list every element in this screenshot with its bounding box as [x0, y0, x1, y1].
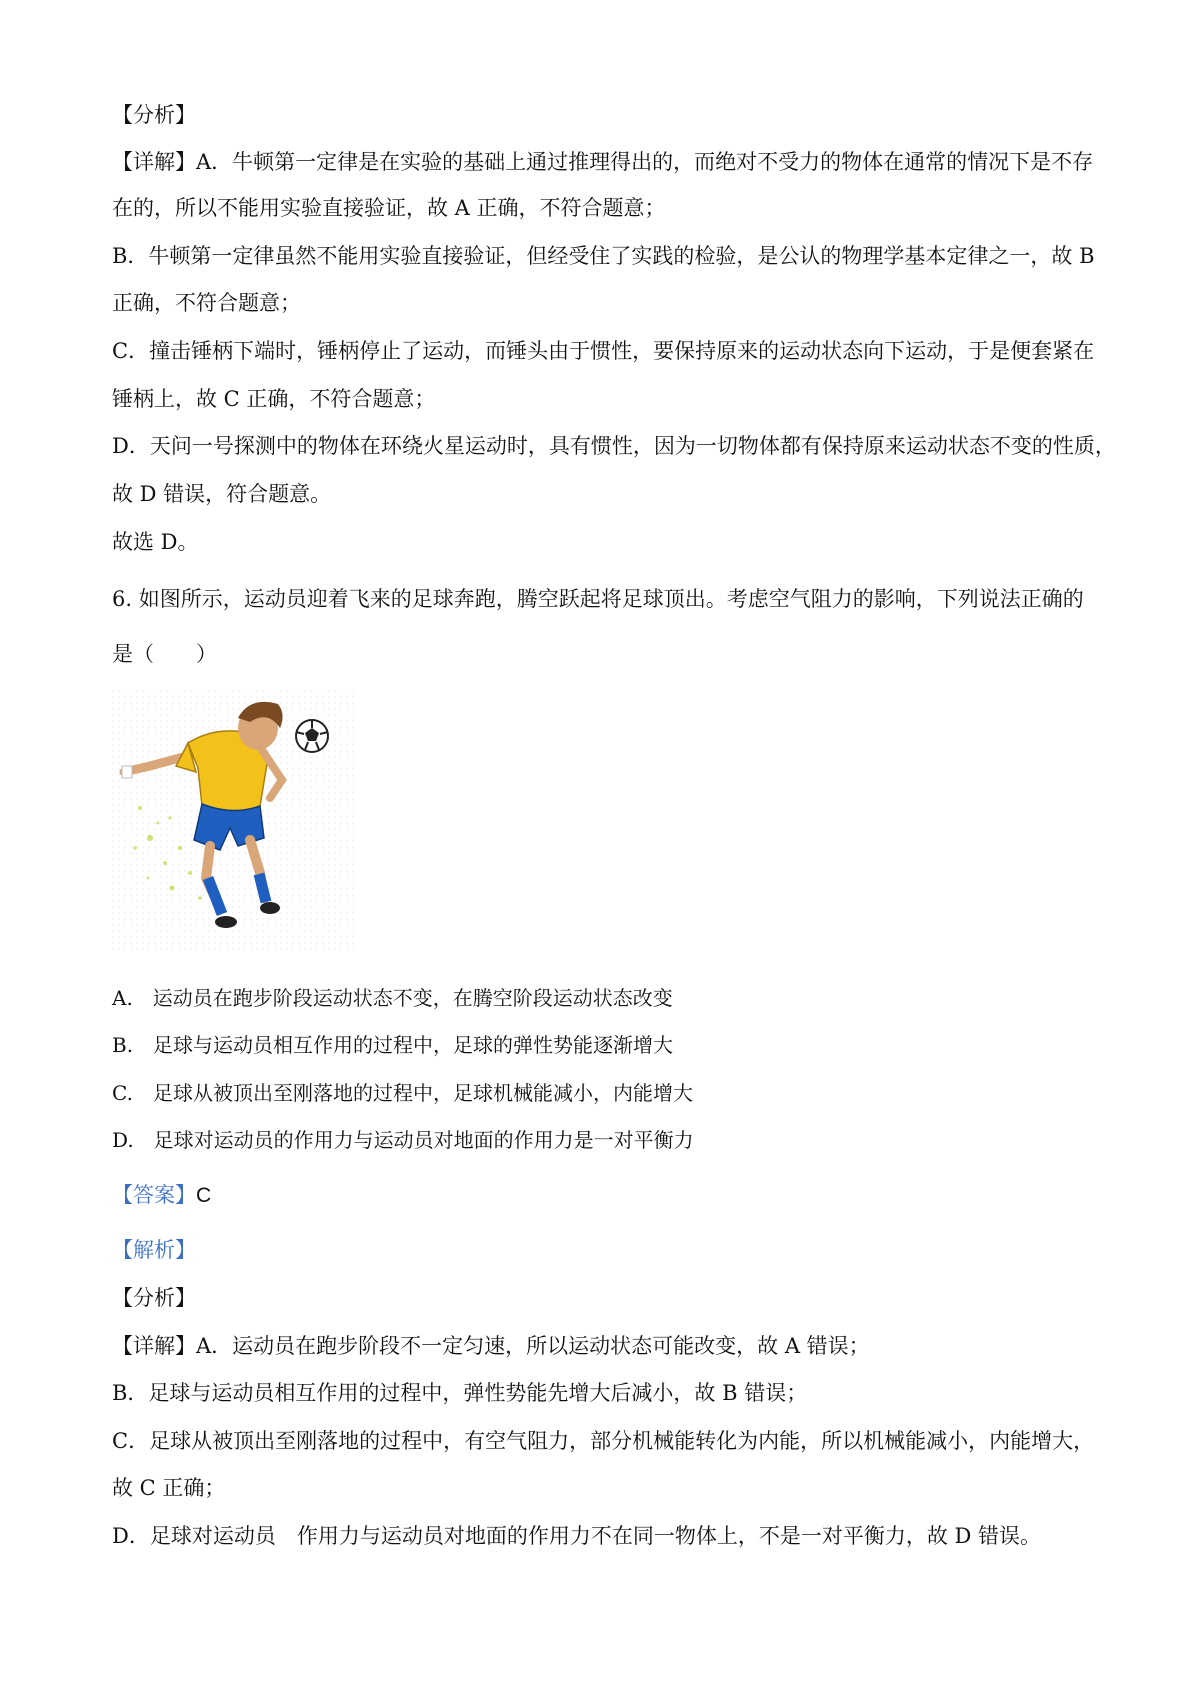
prev-detail-a: 【详解】A．牛顿第一定律是在实验的基础上通过推理得出的，而绝对不受力的物体在通常的情况下是不存: [112, 150, 1094, 174]
answer-detail-d: D．足球对运动员 作用力与运动员对地面的作用力不在同一物体上，不是一对平衡力，故 D 错误。: [112, 1524, 1042, 1548]
prev-detail-b2: 正确，不符合题意；: [112, 291, 301, 315]
soccer-player-illustration: [110, 688, 358, 950]
option-b: B. 足球与运动员相互作用的过程中，足球的弹性势能逐渐增大: [112, 1033, 674, 1057]
option-c: C. 足球从被顶出至刚落地的过程中，足球机械能减小，内能增大: [112, 1081, 693, 1105]
prev-analysis-label: 【分析】: [112, 103, 196, 127]
answer-detail-c: C．足球从被顶出至刚落地的过程中，有空气阻力，部分机械能转化为内能，所以机械能减小，内能增大，: [112, 1429, 1095, 1453]
prev-detail-c2: 锤柄上，故 C 正确，不符合题意；: [112, 387, 436, 411]
soccer-ball-icon: [296, 720, 328, 752]
answer-value: C: [196, 1184, 212, 1207]
explain-label: 【解析】: [112, 1238, 196, 1262]
prev-detail-d: D．天问一号探测中的物体在环绕火星运动时，具有惯性，因为一切物体都有保持原来运动状态不变的性质，: [112, 434, 1116, 458]
prev-conclusion: 故选 D。: [112, 530, 199, 554]
option-d: D. 足球对运动员的作用力与运动员对地面的作用力是一对平衡力: [112, 1128, 694, 1152]
answer-detail-c2: 故 C 正确；: [112, 1476, 226, 1500]
prev-detail-d2: 故 D 错误，符合题意。: [112, 482, 332, 506]
prev-detail-a2: 在的，所以不能用实验直接验证，故 A 正确，不符合题意；: [112, 196, 666, 220]
question-line-2: 是（ ）: [112, 642, 217, 666]
answer-analysis-label: 【分析】: [112, 1286, 196, 1310]
prev-detail-c: C．撞击锤柄下端时，锤柄停止了运动，而锤头由于惯性，要保持原来的运动状态向下运动，于是便套紧在: [112, 339, 1095, 363]
answer-line: [112, 1180, 211, 1211]
answer-label: 【答案】: [112, 1183, 196, 1207]
option-a: A. 运动员在跑步阶段运动状态不变，在腾空阶段运动状态改变: [112, 986, 673, 1010]
answer-detail-a: 【详解】A．运动员在跑步阶段不一定匀速，所以运动状态可能改变，故 A 错误；: [112, 1334, 870, 1358]
answer-detail-b: B．足球与运动员相互作用的过程中，弹性势能先增大后减小，故 B 错误；: [112, 1381, 808, 1405]
prev-detail-b: B．牛顿第一定律虽然不能用实验直接验证，但经受住了实践的检验，是公认的物理学基本定律之一，故 B: [112, 244, 1095, 268]
question-line-1: 6. 如图所示，运动员迎着飞来的足球奔跑，腾空跃起将足球顶出。考虑空气阻力的影响，下列说法正确的: [112, 587, 1084, 611]
